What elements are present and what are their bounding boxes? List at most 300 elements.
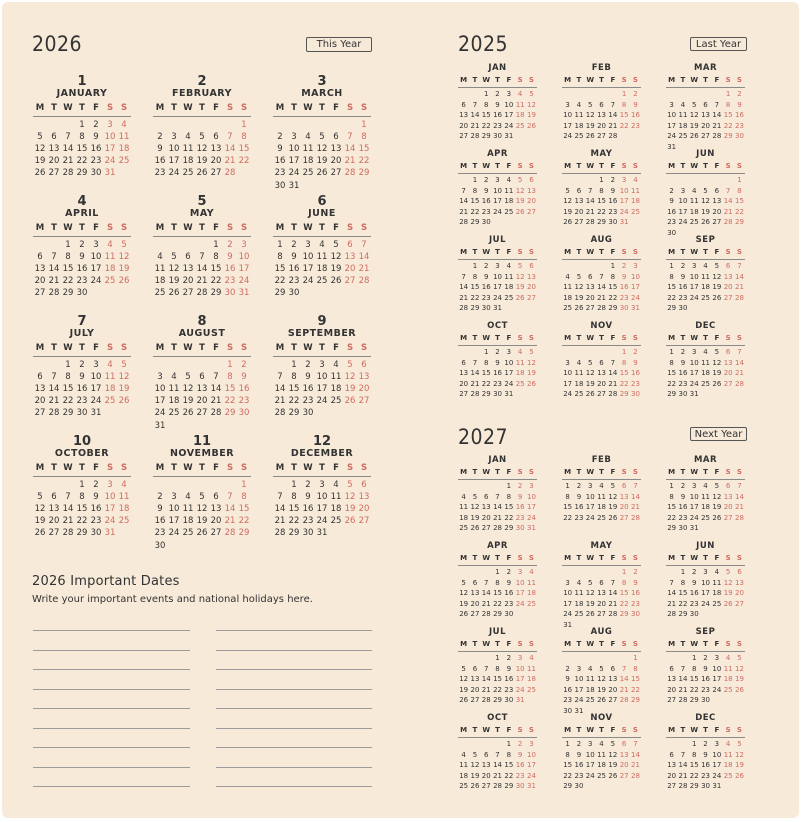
day-cell[interactable]: 24	[288, 168, 300, 179]
day-cell[interactable]: 19	[330, 264, 342, 275]
day-cell[interactable]: 2	[79, 240, 85, 250]
day-cell[interactable]: 7	[213, 372, 219, 383]
day-cell[interactable]: 7	[621, 664, 627, 673]
day-cell[interactable]: 6	[588, 272, 593, 281]
day-cell[interactable]: 30	[90, 528, 102, 539]
day-cell[interactable]: 11	[330, 372, 342, 383]
day-cell[interactable]: 21	[62, 516, 74, 527]
day-cell[interactable]: 4	[107, 360, 113, 370]
day-cell[interactable]: 31	[493, 304, 502, 313]
day-cell[interactable]: 18	[459, 771, 469, 780]
day-cell[interactable]: 9	[79, 252, 85, 263]
day-cell[interactable]: 21	[723, 207, 733, 216]
day-cell[interactable]: 7	[610, 578, 616, 587]
day-cell[interactable]: 27	[459, 390, 469, 399]
day-cell[interactable]: 26	[344, 396, 356, 407]
day-cell[interactable]: 13	[667, 675, 677, 684]
day-cell[interactable]: 10	[563, 111, 573, 120]
day-cell[interactable]: 20	[459, 121, 469, 130]
day-cell[interactable]: 29	[358, 168, 370, 179]
day-cell[interactable]: 23	[90, 156, 102, 167]
day-cell[interactable]: 27	[723, 293, 733, 302]
day-cell[interactable]: 6	[576, 186, 582, 195]
day-cell[interactable]: 11	[723, 664, 733, 673]
day-cell[interactable]: 14	[358, 252, 370, 263]
day-cell[interactable]: 25	[330, 396, 342, 407]
day-cell[interactable]: 10	[712, 750, 722, 759]
day-cell[interactable]: 26	[515, 293, 525, 302]
day-cell[interactable]: 5	[199, 132, 205, 143]
day-cell[interactable]: 18	[316, 264, 328, 275]
day-cell[interactable]: 1	[291, 480, 297, 490]
day-cell[interactable]: 25	[563, 304, 573, 313]
day-cell[interactable]: 17	[288, 156, 300, 167]
day-cell[interactable]: 10	[585, 750, 595, 759]
day-cell[interactable]: 18	[104, 264, 116, 275]
day-cell[interactable]: 21	[585, 207, 595, 216]
day-cell[interactable]: 27	[34, 408, 46, 419]
day-cell[interactable]: 29	[689, 782, 699, 791]
day-cell[interactable]: 2	[633, 90, 638, 98]
day-cell[interactable]: 19	[316, 156, 328, 167]
day-cell[interactable]: 23	[274, 168, 286, 179]
day-cell[interactable]: 26	[585, 132, 595, 141]
day-cell[interactable]: 11	[701, 358, 710, 367]
day-cell[interactable]: 17	[90, 264, 102, 275]
day-cell[interactable]: 16	[608, 197, 618, 206]
day-cell[interactable]: 24	[689, 379, 699, 388]
day-cell[interactable]: 14	[493, 761, 502, 770]
day-cell[interactable]: 4	[703, 482, 708, 490]
day-cell[interactable]: 23	[90, 516, 102, 527]
day-cell[interactable]: 1	[599, 176, 604, 184]
day-cell[interactable]: 27	[210, 528, 222, 539]
day-cell[interactable]: 22	[358, 156, 370, 167]
day-cell[interactable]: 10	[689, 358, 699, 367]
day-cell[interactable]: 11	[723, 750, 733, 759]
day-cell[interactable]: 17	[316, 504, 328, 515]
day-cell[interactable]: 30	[154, 540, 166, 551]
day-cell[interactable]: 21	[470, 379, 480, 388]
day-cell[interactable]: 27	[182, 288, 194, 299]
day-cell[interactable]: 6	[461, 100, 466, 109]
day-cell[interactable]: 24	[563, 132, 573, 141]
day-cell[interactable]: 10	[526, 750, 536, 759]
day-cell[interactable]: 17	[104, 504, 116, 515]
day-cell[interactable]: 9	[680, 492, 686, 501]
day-cell[interactable]: 22	[288, 396, 300, 407]
day-cell[interactable]: 12	[712, 492, 722, 501]
day-cell[interactable]: 22	[274, 276, 286, 287]
day-cell[interactable]: 4	[121, 480, 127, 490]
day-cell[interactable]: 23	[701, 685, 710, 694]
day-cell[interactable]: 23	[574, 771, 584, 780]
day-cell[interactable]: 18	[104, 384, 116, 395]
day-cell[interactable]: 1	[484, 90, 489, 98]
day-cell[interactable]: 18	[585, 685, 595, 694]
day-cell[interactable]: 9	[703, 750, 708, 759]
day-cell[interactable]: 22	[76, 516, 88, 527]
day-cell[interactable]: 20	[470, 599, 480, 608]
day-cell[interactable]: 17	[515, 589, 525, 598]
day-cell[interactable]: 17	[585, 503, 595, 512]
day-cell[interactable]: 26	[701, 218, 710, 227]
day-cell[interactable]: 1	[669, 262, 674, 270]
day-cell[interactable]: 19	[344, 504, 356, 515]
day-cell[interactable]: 28	[48, 408, 60, 419]
day-cell[interactable]: 31	[574, 707, 584, 715]
day-cell[interactable]: 24	[701, 599, 710, 608]
day-cell[interactable]: 29	[481, 132, 491, 141]
day-cell[interactable]: 3	[506, 90, 512, 98]
day-cell[interactable]: 25	[574, 610, 584, 619]
day-cell[interactable]: 15	[667, 369, 677, 378]
day-cell[interactable]: 12	[459, 675, 469, 684]
day-cell[interactable]: 17	[504, 369, 514, 378]
day-cell[interactable]: 3	[692, 262, 697, 270]
day-cell[interactable]: 15	[470, 283, 480, 292]
day-cell[interactable]: 23	[493, 379, 502, 388]
day-cell[interactable]: 11	[630, 186, 640, 195]
day-cell[interactable]: 14	[734, 358, 744, 367]
day-cell[interactable]: 11	[597, 750, 606, 759]
day-cell[interactable]: 25	[118, 156, 130, 167]
day-cell[interactable]: 1	[213, 240, 219, 250]
day-cell[interactable]: 6	[37, 252, 43, 263]
day-cell[interactable]: 20	[358, 384, 370, 395]
day-cell[interactable]: 4	[714, 568, 720, 576]
day-cell[interactable]: 1	[495, 568, 500, 576]
day-cell[interactable]: 21	[48, 396, 60, 407]
day-cell[interactable]: 4	[107, 240, 113, 250]
day-cell[interactable]: 27	[358, 396, 370, 407]
day-cell[interactable]: 16	[734, 111, 744, 120]
day-cell[interactable]: 13	[358, 492, 370, 503]
day-cell[interactable]: 11	[118, 132, 130, 143]
day-cell[interactable]: 24	[563, 610, 573, 619]
day-cell[interactable]: 27	[712, 218, 722, 227]
day-cell[interactable]: 6	[333, 132, 339, 143]
day-cell[interactable]: 31	[515, 696, 525, 705]
day-cell[interactable]: 25	[701, 379, 710, 388]
day-cell[interactable]: 16	[302, 384, 314, 395]
day-cell[interactable]: 6	[725, 348, 731, 356]
day-cell[interactable]: 19	[597, 685, 606, 694]
day-cell[interactable]: 30	[493, 132, 502, 141]
day-cell[interactable]: 22	[62, 396, 74, 407]
day-cell[interactable]: 7	[472, 100, 478, 109]
day-cell[interactable]: 21	[470, 121, 480, 130]
day-cell[interactable]: 6	[725, 262, 731, 270]
day-cell[interactable]: 1	[241, 480, 247, 490]
day-cell[interactable]: 22	[678, 599, 688, 608]
day-cell[interactable]: 25	[302, 168, 314, 179]
day-cell[interactable]: 14	[470, 369, 480, 378]
day-cell[interactable]: 12	[470, 761, 480, 770]
day-cell[interactable]: 3	[291, 132, 297, 143]
day-cell[interactable]: 1	[241, 120, 247, 130]
day-cell[interactable]: 6	[347, 240, 353, 250]
day-cell[interactable]: 30	[504, 610, 514, 619]
day-cell[interactable]: 29	[62, 408, 74, 419]
day-cell[interactable]: 18	[630, 197, 640, 206]
day-cell[interactable]: 15	[608, 283, 618, 292]
day-cell[interactable]: 7	[737, 262, 742, 270]
day-cell[interactable]: 6	[185, 252, 191, 263]
day-cell[interactable]: 10	[667, 111, 677, 120]
day-cell[interactable]: 20	[526, 283, 536, 292]
day-cell[interactable]: 1	[737, 176, 742, 184]
day-cell[interactable]: 15	[619, 589, 629, 598]
day-cell[interactable]: 14	[597, 283, 606, 292]
day-cell[interactable]: 18	[701, 503, 710, 512]
day-cell[interactable]: 17	[585, 761, 595, 770]
day-cell[interactable]: 30	[734, 132, 744, 141]
day-cell[interactable]: 4	[588, 664, 593, 673]
day-cell[interactable]: 12	[597, 675, 606, 684]
day-cell[interactable]: 15	[597, 197, 606, 206]
day-cell[interactable]: 21	[667, 599, 677, 608]
day-cell[interactable]: 28	[62, 168, 74, 179]
day-cell[interactable]: 30	[76, 408, 88, 419]
day-cell[interactable]: 3	[576, 664, 582, 673]
day-cell[interactable]: 24	[678, 218, 688, 227]
write-line[interactable]	[216, 747, 372, 748]
day-cell[interactable]: 27	[459, 132, 469, 141]
day-cell[interactable]: 14	[585, 197, 595, 206]
day-cell[interactable]: 4	[333, 360, 339, 370]
day-cell[interactable]: 14	[734, 492, 744, 501]
day-cell[interactable]: 7	[51, 252, 57, 263]
day-cell[interactable]: 20	[182, 276, 194, 287]
day-cell[interactable]: 16	[630, 369, 640, 378]
day-cell[interactable]: 29	[288, 528, 300, 539]
day-cell[interactable]: 2	[703, 740, 708, 748]
day-cell[interactable]: 31	[689, 524, 699, 533]
day-cell[interactable]: 7	[610, 358, 616, 367]
day-cell[interactable]: 11	[504, 186, 514, 195]
day-cell[interactable]: 3	[680, 186, 686, 195]
day-cell[interactable]: 8	[241, 132, 247, 143]
day-cell[interactable]: 7	[65, 132, 71, 143]
day-cell[interactable]: 30	[90, 168, 102, 179]
day-cell[interactable]: 28	[734, 379, 744, 388]
day-cell[interactable]: 24	[563, 390, 573, 399]
day-cell[interactable]: 15	[470, 197, 480, 206]
next-year-button[interactable]: Next Year	[690, 427, 747, 441]
day-cell[interactable]: 12	[574, 283, 584, 292]
day-cell[interactable]: 6	[472, 664, 478, 673]
day-cell[interactable]: 7	[461, 186, 466, 195]
day-cell[interactable]: 4	[576, 578, 582, 587]
day-cell[interactable]: 2	[633, 348, 638, 356]
day-cell[interactable]: 20	[470, 685, 480, 694]
day-cell[interactable]: 26	[118, 276, 130, 287]
day-cell[interactable]: 10	[288, 144, 300, 155]
day-cell[interactable]: 20	[34, 396, 46, 407]
day-cell[interactable]: 9	[680, 358, 686, 367]
day-cell[interactable]: 25	[515, 121, 525, 130]
day-cell[interactable]: 4	[599, 740, 604, 748]
day-cell[interactable]: 8	[65, 252, 71, 263]
day-cell[interactable]: 31	[630, 304, 640, 313]
day-cell[interactable]: 19	[182, 396, 194, 407]
day-cell[interactable]: 15	[734, 197, 744, 206]
day-cell[interactable]: 26	[585, 390, 595, 399]
day-cell[interactable]: 21	[210, 396, 222, 407]
day-cell[interactable]: 24	[689, 513, 699, 522]
day-cell[interactable]: 28	[470, 132, 480, 141]
write-line[interactable]	[33, 669, 190, 670]
day-cell[interactable]: 19	[515, 197, 525, 206]
day-cell[interactable]: 16	[90, 504, 102, 515]
day-cell[interactable]: 14	[62, 504, 74, 515]
day-cell[interactable]: 29	[470, 304, 480, 313]
day-cell[interactable]: 13	[597, 589, 606, 598]
day-cell[interactable]: 1	[227, 360, 233, 370]
day-cell[interactable]: 24	[504, 379, 514, 388]
day-cell[interactable]: 26	[34, 168, 46, 179]
day-cell[interactable]: 2	[241, 360, 247, 370]
day-cell[interactable]: 16	[630, 111, 640, 120]
day-cell[interactable]: 26	[470, 782, 480, 791]
day-cell[interactable]: 27	[723, 379, 733, 388]
day-cell[interactable]: 16	[274, 156, 286, 167]
day-cell[interactable]: 30	[288, 288, 300, 299]
day-cell[interactable]: 20	[459, 379, 469, 388]
day-cell[interactable]: 30	[701, 782, 710, 791]
day-cell[interactable]: 10	[493, 186, 502, 195]
day-cell[interactable]: 17	[630, 283, 640, 292]
day-cell[interactable]: 19	[34, 516, 46, 527]
day-cell[interactable]: 2	[157, 132, 163, 143]
day-cell[interactable]: 19	[712, 503, 722, 512]
day-cell[interactable]: 15	[619, 369, 629, 378]
day-cell[interactable]: 9	[680, 272, 686, 281]
day-cell[interactable]: 6	[472, 578, 478, 587]
day-cell[interactable]: 8	[610, 272, 616, 281]
day-cell[interactable]: 1	[291, 360, 297, 370]
day-cell[interactable]: 10	[316, 372, 328, 383]
day-cell[interactable]: 21	[734, 503, 744, 512]
day-cell[interactable]: 3	[565, 100, 570, 109]
day-cell[interactable]: 19	[608, 503, 618, 512]
day-cell[interactable]: 24	[90, 276, 102, 287]
day-cell[interactable]: 17	[563, 121, 573, 130]
day-cell[interactable]: 4	[529, 654, 534, 662]
day-cell[interactable]: 12	[515, 186, 525, 195]
day-cell[interactable]: 3	[565, 578, 570, 587]
day-cell[interactable]: 20	[344, 264, 356, 275]
day-cell[interactable]: 27	[210, 168, 222, 179]
day-cell[interactable]: 12	[701, 197, 710, 206]
day-cell[interactable]: 26	[723, 599, 733, 608]
write-line[interactable]	[33, 747, 190, 748]
day-cell[interactable]: 18	[118, 504, 130, 515]
day-cell[interactable]: 5	[347, 480, 353, 490]
day-cell[interactable]: 10	[563, 589, 573, 598]
day-cell[interactable]: 10	[574, 675, 584, 684]
day-cell[interactable]: 16	[288, 264, 300, 275]
day-cell[interactable]: 25	[330, 516, 342, 527]
day-cell[interactable]: 9	[576, 492, 582, 501]
day-cell[interactable]: 8	[669, 358, 674, 367]
day-cell[interactable]: 14	[608, 111, 618, 120]
day-cell[interactable]: 11	[316, 252, 328, 263]
day-cell[interactable]: 9	[495, 358, 500, 367]
day-cell[interactable]: 27	[526, 293, 536, 302]
day-cell[interactable]: 31	[504, 132, 514, 141]
day-cell[interactable]: 2	[565, 664, 570, 673]
day-cell[interactable]: 15	[563, 503, 573, 512]
day-cell[interactable]: 27	[585, 304, 595, 313]
day-cell[interactable]: 18	[182, 516, 194, 527]
day-cell[interactable]: 8	[495, 578, 500, 587]
day-cell[interactable]: 18	[701, 369, 710, 378]
day-cell[interactable]: 17	[563, 599, 573, 608]
day-cell[interactable]: 4	[185, 132, 191, 143]
day-cell[interactable]: 10	[689, 272, 699, 281]
day-cell[interactable]: 7	[227, 132, 233, 143]
day-cell[interactable]: 11	[104, 372, 116, 383]
day-cell[interactable]: 25	[515, 379, 525, 388]
day-cell[interactable]: 26	[689, 132, 699, 141]
day-cell[interactable]: 28	[470, 390, 480, 399]
day-cell[interactable]: 21	[274, 516, 286, 527]
day-cell[interactable]: 7	[633, 482, 638, 490]
day-cell[interactable]: 11	[574, 111, 584, 120]
day-cell[interactable]: 15	[238, 504, 250, 515]
day-cell[interactable]: 24	[104, 516, 116, 527]
day-cell[interactable]: 5	[517, 262, 523, 270]
day-cell[interactable]: 6	[610, 664, 616, 673]
day-cell[interactable]: 23	[563, 696, 573, 705]
day-cell[interactable]: 7	[737, 348, 742, 356]
day-cell[interactable]: 28	[48, 288, 60, 299]
day-cell[interactable]: 13	[597, 111, 606, 120]
day-cell[interactable]: 26	[118, 396, 130, 407]
day-cell[interactable]: 11	[459, 503, 469, 512]
day-cell[interactable]: 29	[274, 288, 286, 299]
day-cell[interactable]: 11	[563, 283, 573, 292]
day-cell[interactable]: 30	[678, 524, 688, 533]
day-cell[interactable]: 23	[667, 218, 677, 227]
day-cell[interactable]: 1	[610, 262, 616, 270]
day-cell[interactable]: 7	[227, 492, 233, 503]
day-cell[interactable]: 22	[224, 396, 236, 407]
day-cell[interactable]: 8	[277, 252, 283, 263]
day-cell[interactable]: 3	[319, 360, 325, 370]
day-cell[interactable]: 16	[701, 675, 710, 684]
day-cell[interactable]: 12	[734, 750, 744, 759]
day-cell[interactable]: 12	[34, 504, 46, 515]
day-cell[interactable]: 12	[344, 492, 356, 503]
day-cell[interactable]: 28	[678, 696, 688, 705]
day-cell[interactable]: 15	[288, 504, 300, 515]
day-cell[interactable]: 26	[316, 168, 328, 179]
day-cell[interactable]: 18	[504, 197, 514, 206]
day-cell[interactable]: 9	[93, 492, 99, 503]
day-cell[interactable]: 22	[481, 121, 491, 130]
day-cell[interactable]: 29	[630, 696, 640, 705]
day-cell[interactable]: 1	[65, 240, 71, 250]
day-cell[interactable]: 2	[79, 360, 85, 370]
day-cell[interactable]: 29	[689, 696, 699, 705]
day-cell[interactable]: 15	[288, 384, 300, 395]
day-cell[interactable]: 28	[585, 218, 595, 227]
day-cell[interactable]: 5	[565, 186, 570, 195]
day-cell[interactable]: 28	[62, 528, 74, 539]
